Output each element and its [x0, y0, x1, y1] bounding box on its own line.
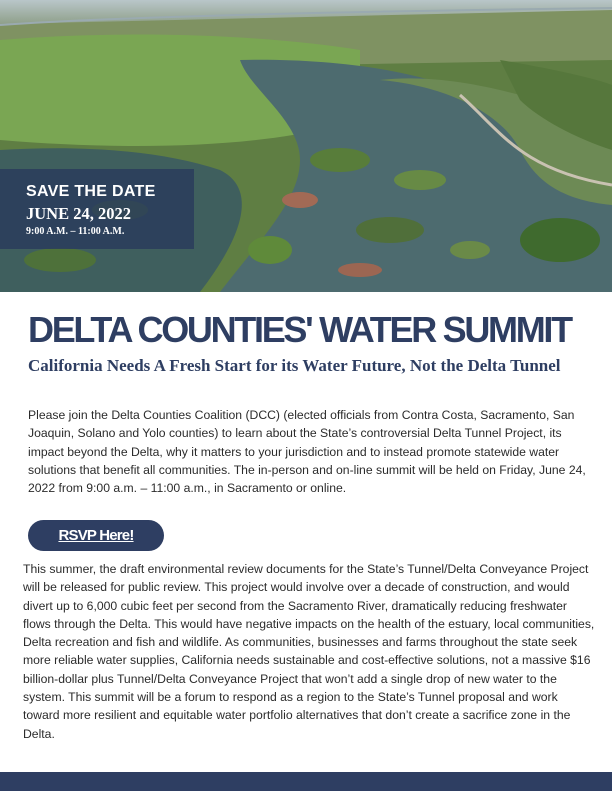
rsvp-button[interactable] — [28, 520, 164, 551]
event-time: 9:00 A.M. – 11:00 A.M. — [26, 226, 125, 237]
footer-bar — [0, 772, 612, 791]
page-title: DELTA COUNTIES' WATER SUMMIT — [28, 309, 571, 350]
body-paragraph: This summer, the draft environmental review documents for the State’s Tunnel/Delta Conveyance Project will be released for public review. This project would involve over a decade of construction, and would divert up to 6,000 cubic feet per second from the Sacramento River, dramatically reducing freshwater flows through the Delta. This would have negative impacts on the health of the estuary, local communities, Delta recreation and fish and wildlife. As communities, businesses and farms throughout the state seek more reliable water supplies, California needs sustainable and cost-effective solutions, not a massive $16 billion-dollar plus Tunnel/Delta Conveyance Project that won’t add a single drop of new water to the system. This summit will be a forum to respond as a region to the State’s Tunnel proposal and work toward more resilient and equitable water portfolio alternatives that don’t create a sacrifice zone in the Delta. — [23, 562, 595, 741]
hero-aerial-photo — [0, 0, 612, 292]
intro-paragraph: Please join the Delta Counties Coalition (DCC) (elected officials from Contra Costa, Sacramento, San Joaquin, Solano and Yolo counties) to learn about the State’s controversial Delta Tunnel Project, its impact beyond the Delta, why it matters to your jurisdiction and to instead promote statewide water solutions that benefit all communities. The in-person and on-line summit will be held on Friday, June 24, 2022 from 9:00 a.m. – 11:00 a.m., in Sacramento or online. — [28, 408, 586, 496]
save-the-date-box — [0, 169, 194, 249]
rsvp-button-label[interactable]: RSVP Here! — [58, 527, 134, 544]
event-date: JUNE 24, 2022 — [26, 204, 131, 223]
save-the-date-label: SAVE THE DATE — [26, 183, 156, 200]
page-subtitle: California Needs A Fresh Start for its Water Future, Not the Delta Tunnel — [28, 356, 561, 375]
